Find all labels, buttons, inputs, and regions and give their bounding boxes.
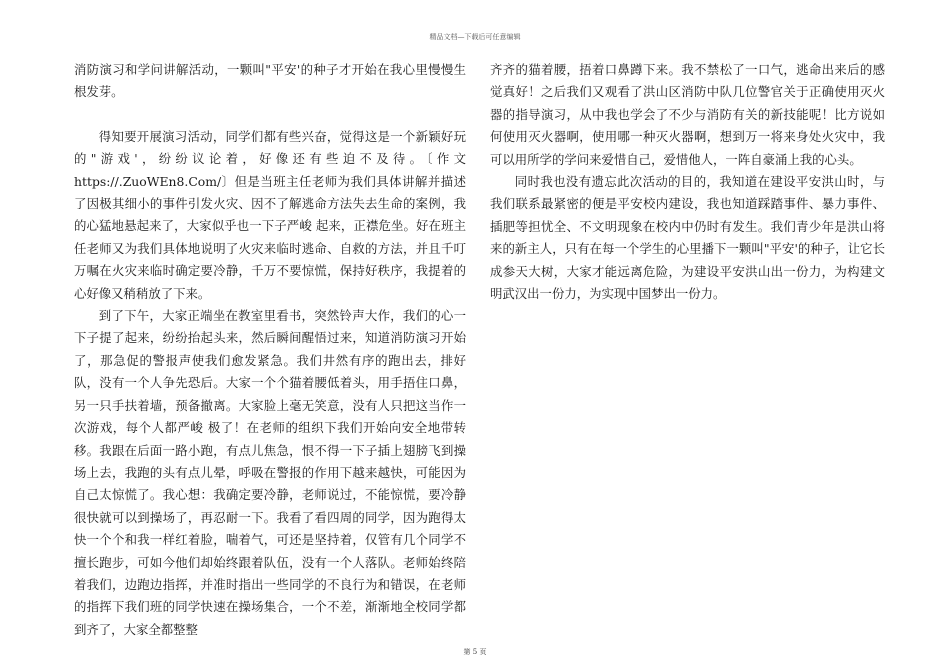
page-number: 第 5 页 (463, 648, 487, 656)
page-header: 精品文档—下载后可任意编辑 (429, 33, 521, 41)
right-column (490, 59, 885, 305)
paragraph: 得知要开展演习活动，同学们都有些兴奋，觉得这是一个新颖好玩的"游戏'，纷纷议论着，好像还有些迫不及待。〔作文https://.ZuoWEn8.Com/〕但是当班主任老师为我们具体讲解并描述了因极其细小的事件引发火灾、因不了解逃命方法失去生命的案例，我的心猛地悬起来了，大家似乎也一下子严峻 起来，正襟危坐。好在班主任老师又为我们具体地说明了火灾来临时逃命、自救的方法，并且千叮万嘱在火灾来临时确定要冷静，千万不要惊慌，保持好秩序，我提着的心好像又稍稍放了下来。 (74, 128, 466, 301)
paragraph: 到了下午，大家正端坐在教室里看书，突然铃声大作，我们的心一下子提了起来，纷纷抬起头来，然后瞬间醒悟过来，知道消防演习开始了，那急促的警报声使我们愈发紧急。我们井然有序的跑出去，排好队，没有一个人争先恐后。大家一个个猫着腰低着头，用手捂住口鼻，另一只手扶着墙，预备撤离。大家脸上毫无笑意，没有人只把这当作一次游戏，每个人都严峻 极了！在老师的组织下我们开始向安全地带转移。我跟在后面一路小跑，有点儿焦急，恨不得一下子插上翅膀飞到操场上去，我跑的头有点儿晕，呼吸在警报的作用下越来越快，可能因为自己太惊慌了。我心想：我确定要冷静，老师说过，不能惊慌，要冷静很快就可以到操场了，再忍耐一下。我看了看四周的同学，因为跑得太快一个个和我一样红着脸，喘着气，可还是坚持着，仅管有几个同学不擅长跑步，可如今他们却始终跟着队伍，没有一个人落队。老师始终陪着我们，边跑边指挥，并准时指出一些同学的不良行为和错误，在老师的指挥下我们班的同学快速在操场集合，一个不差，渐渐地全校同学都到齐了，大家全都整整 (74, 308, 466, 637)
paragraph-continued: 消防演习和学问讲解活动，一颗叫"平安'的种子才开始在我心里慢慢生根发芽。 (74, 62, 466, 100)
paragraph-continued: 齐齐的猫着腰，捂着口鼻蹲下来。我不禁松了一口气，逃命出来后的感觉真好！之后我们又观看了洪山区消防中队几位警官关于正确使用灭火器的指导演习，从中我也学会了不少与消防有关的新技能呢！比方说如何使用灭火器啊，使用哪一种灭火器啊，想到万一将来身处火灾中，我可以用所学的学问来爱惜自己，爱惜他人，一阵自豪涌上我的心头。 (490, 62, 885, 167)
paragraph: 同时我也没有遗忘此次活动的目的，我知道在建设平安洪山时，与我们联系最紧密的便是平安校内建设，我也知道踩踏事件、暴力事件、插肥等担忧全、不文明现象在校内中仍时有发生。我们青少年是洪山将来的新主人，只有在每一个学生的心里播下一颗叫"平安'的种子，让它长成参天大树，大家才能远离危险，为建设平安洪山出一份力，为构建文明武汉出一份力，为实现中国梦出一份力。 (490, 174, 885, 302)
left-column (74, 59, 466, 641)
